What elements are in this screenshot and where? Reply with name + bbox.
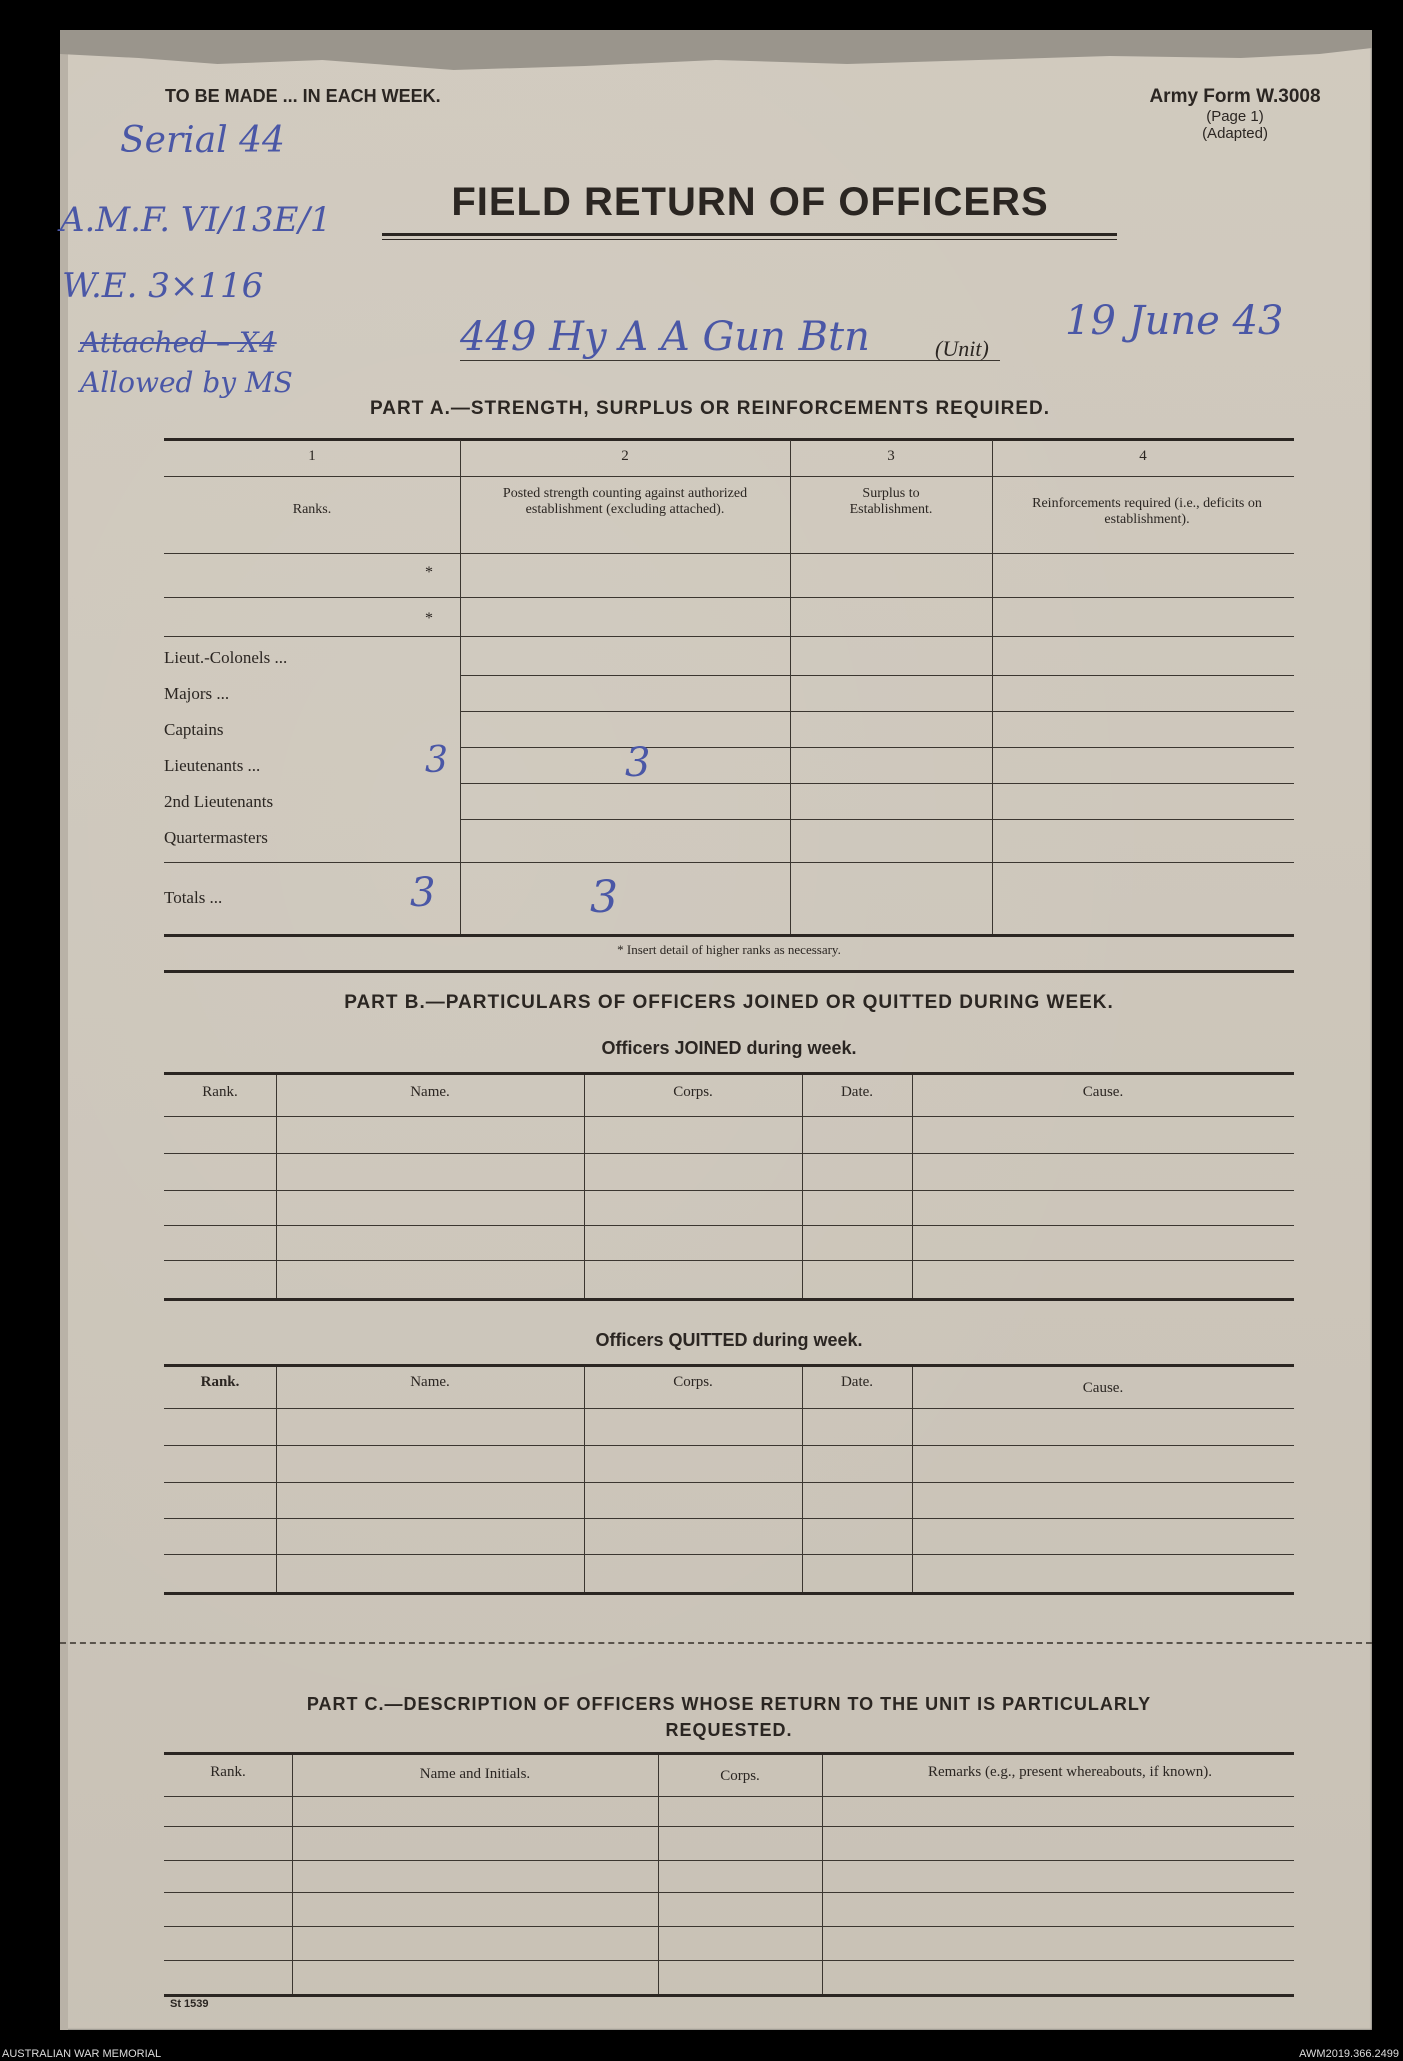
handwritten-date: 19 June 43 [1065,298,1284,344]
col-divider [460,440,461,934]
paper-edge [60,30,68,2030]
row-rule [460,711,1294,712]
row-rule [164,1153,1294,1154]
unit-label: (Unit) [935,336,989,361]
title-underline [382,233,1117,236]
joined-top-rule [164,1072,1294,1075]
row-rule [164,1518,1294,1519]
row-rule [164,636,1294,637]
col-divider [584,1367,585,1592]
col-divider [802,1075,803,1298]
row-rule [164,1926,1294,1927]
row-rule [164,1892,1294,1893]
joined-col-rank: Rank. [202,1084,238,1100]
part-c-header-rule [164,1796,1294,1797]
value-totals-posted: 3 [410,870,436,916]
col-number: 3 [887,448,895,464]
rank-captains: Captains [164,720,224,739]
row-rule [164,1225,1294,1226]
handwritten-attached: Attached – X4 [80,326,277,359]
joined-bottom-rule [164,1298,1294,1301]
row-rule [164,1445,1294,1446]
part-a-end-rule [164,970,1294,973]
col-divider [658,1755,659,1994]
quitted-col-date: Date. [840,1374,874,1390]
col-header-reinforcements: Reinforcements required (i.e., deficits on establishment). [1032,496,1262,527]
col-header-surplus: Surplus to Establishment. [849,486,933,517]
col-divider [912,1075,913,1298]
row-rule [164,1554,1294,1555]
instruction-text: TO BE MADE ... IN EACH WEEK. [165,86,441,106]
col-divider [276,1367,277,1592]
handwritten-allowed: Allowed by MS [80,366,293,399]
handwritten-serial: Serial 44 [120,120,285,161]
row-rule [164,1260,1294,1261]
rank-totals: Totals ... [164,888,223,907]
rank-lieutenants: Lieutenants ... [164,756,261,775]
form-id: Army Form W.3008 [1149,86,1321,107]
part-c-col-rank: Rank. [210,1764,246,1780]
part-a-top-rule [164,438,1294,441]
quitted-bottom-rule [164,1592,1294,1595]
handwritten-unit: 449 Hy A A Gun Btn [460,314,870,360]
row-rule [460,819,1294,820]
joined-col-cause: Cause. [1082,1084,1124,1100]
part-c-col-name: Name and Initials. [419,1766,531,1782]
rank-quartermasters: Quartermasters [164,828,268,847]
row-rule [460,747,1294,748]
footer-left: AUSTRALIAN WAR MEMORIAL [2,2048,162,2060]
row-rule [164,1826,1294,1827]
part-a-num-rule [164,476,1294,477]
rank-2nd-lieutenants: 2nd Lieutenants [164,792,274,811]
torn-top-edge [60,30,1372,70]
handwritten-we: W.E. 3×116 [62,266,264,306]
form-adapted: (Adapted) [1202,125,1268,142]
part-c-top-rule [164,1752,1294,1755]
form-paper [60,30,1372,2030]
part-c-heading-line1: PART C.—DESCRIPTION OF OFFICERS WHOSE RETURN TO THE UNIT IS PARTICULARLY [306,1694,1152,1714]
quitted-col-cause: Cause. [1082,1380,1124,1396]
quitted-header-rule [164,1408,1294,1409]
part-a-footnote: * Insert detail of higher ranks as necessary. [617,942,841,957]
unit-underline [460,360,1000,361]
quitted-heading: Officers QUITTED during week. [595,1330,863,1350]
row-rule [164,1190,1294,1191]
quitted-top-rule [164,1364,1294,1367]
part-a-header-rule [164,553,1294,554]
part-c-col-corps: Corps. [720,1768,760,1784]
part-c-heading-line2: REQUESTED. [665,1720,793,1740]
form-id-block [1100,86,1370,142]
row-rule [460,783,1294,784]
perforation-line [60,1642,1372,1644]
row-rule [164,1960,1294,1961]
col-divider [822,1755,823,1994]
part-c-bottom-rule [164,1994,1294,1997]
col-divider [292,1755,293,1994]
asterisk-mark: * [425,564,433,581]
value-lieutenants-posted: 3 [425,740,448,781]
part-a-bottom-rule [164,934,1294,937]
row-rule [164,1482,1294,1483]
joined-col-date: Date. [840,1084,874,1100]
col-divider [912,1367,913,1592]
col-number: 1 [308,448,316,464]
footer-right: AWM2019.366.2499 [1299,2048,1399,2060]
part-b-heading: PART B.—PARTICULARS OF OFFICERS JOINED OR QUITTED DURING WEEK. [344,992,1114,1013]
quitted-col-corps: Corps. [673,1374,713,1390]
row-rule [460,675,1294,676]
part-c-col-remarks: Remarks (e.g., present whereabouts, if known). [927,1764,1213,1780]
joined-heading: Officers JOINED during week. [601,1038,857,1058]
asterisk-mark: * [425,610,433,627]
value-totals-col2: 3 [590,872,618,923]
quitted-col-rank: Rank. [200,1374,240,1390]
page-title: FIELD RETURN OF OFFICERS [451,180,1049,224]
row-rule [164,597,1294,598]
col-divider [992,440,993,934]
col-number: 2 [621,448,629,464]
joined-header-rule [164,1116,1294,1117]
col-header-ranks: Ranks. [292,502,332,517]
col-header-posted: Posted strength counting against authorized establishment (excluding attached). [502,486,748,517]
rank-lieut-colonels: Lieut.-Colonels ... [164,648,288,667]
printer-code: St 1539 [170,1998,209,2010]
rank-majors: Majors ... [164,684,230,703]
col-divider [584,1075,585,1298]
col-divider [790,440,791,934]
handwritten-ref: A.M.F. VI/13E/1 [60,200,332,240]
title-underline-thin [382,239,1117,240]
part-a-heading: PART A.—STRENGTH, SURPLUS OR REINFORCEMENTS REQUIRED. [370,398,1051,419]
joined-col-name: Name. [410,1084,450,1100]
col-divider [276,1075,277,1298]
value-lieutenants-col2: 3 [625,740,651,786]
joined-col-corps: Corps. [673,1084,713,1100]
row-rule [164,862,1294,863]
col-divider [802,1367,803,1592]
quitted-col-name: Name. [410,1374,450,1390]
form-page: (Page 1) [1206,108,1264,125]
col-number: 4 [1139,448,1147,464]
row-rule [164,1860,1294,1861]
